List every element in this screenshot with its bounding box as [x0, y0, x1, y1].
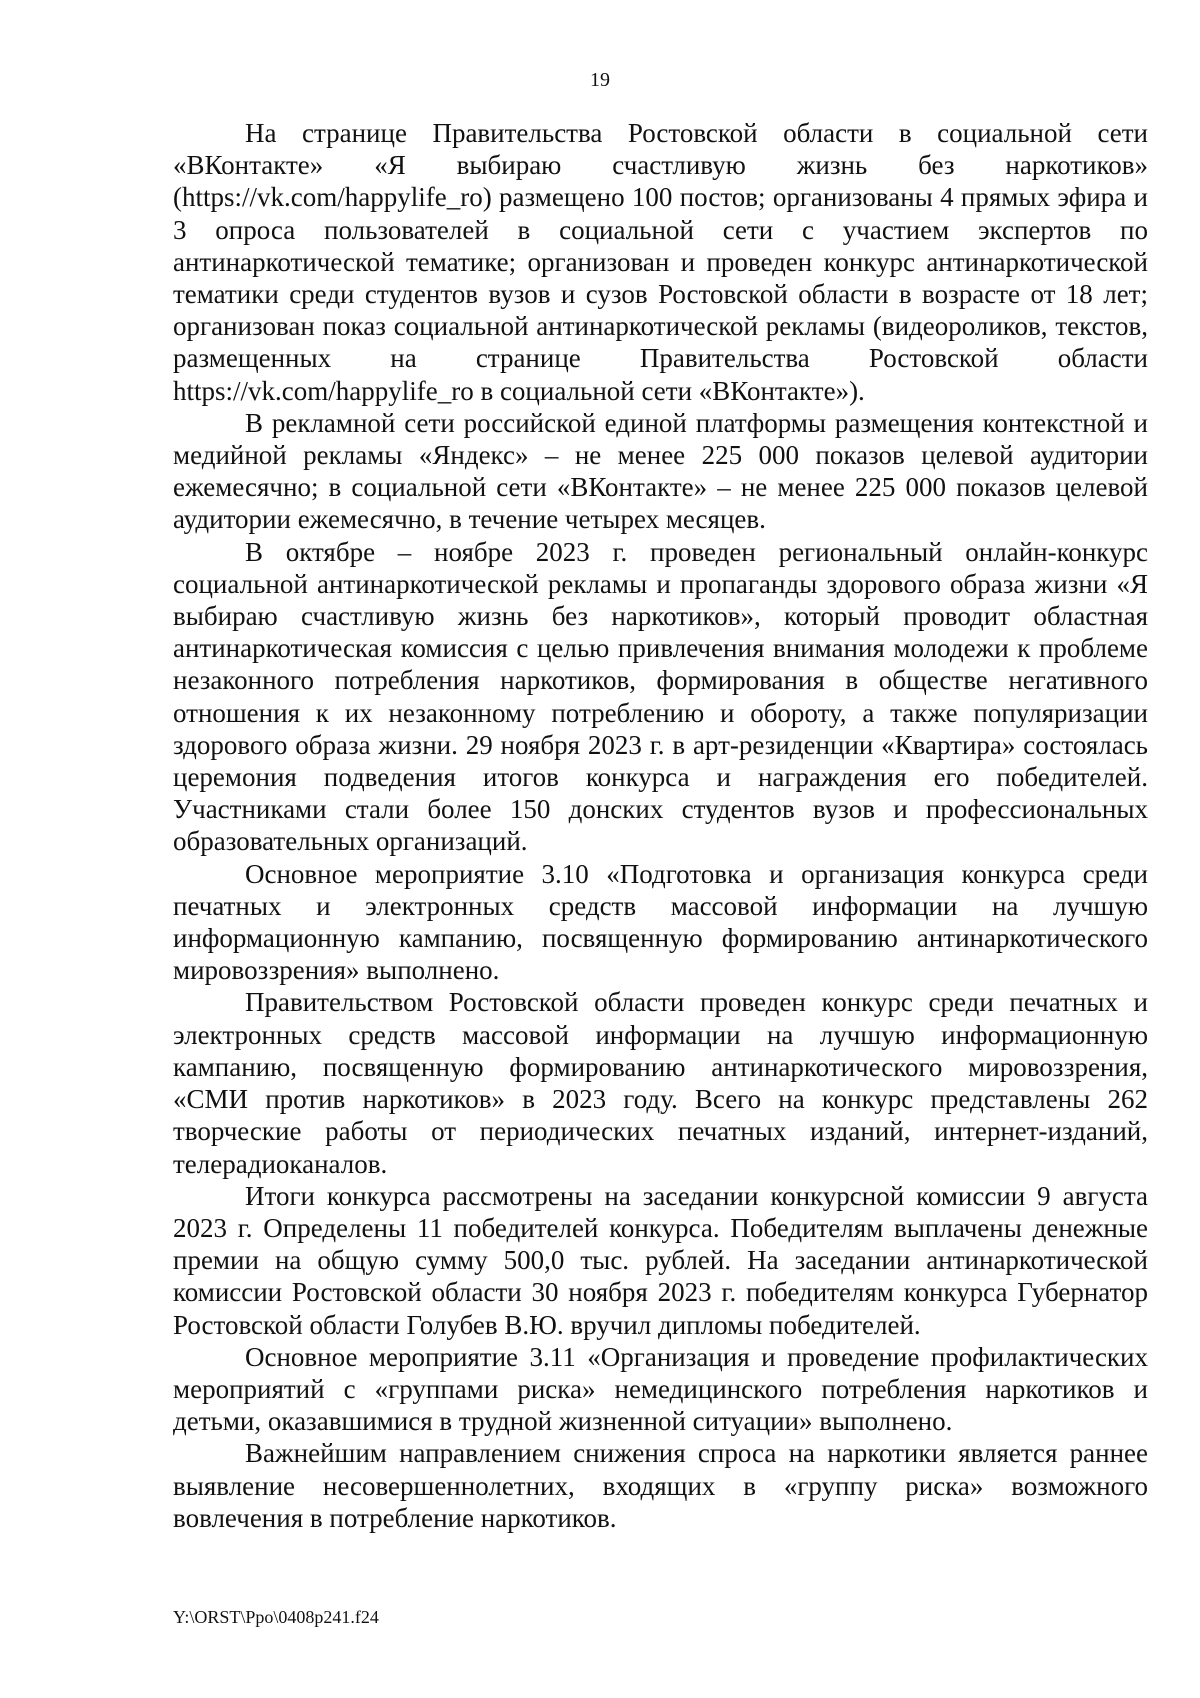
footer-file-path: Y:\ORST\Ppo\0408p241.f24 — [173, 1607, 379, 1627]
paragraph-yandex-advertising: В рекламной сети российской единой платформы размещения контекстной и медийной рекламы «Яндекс» – не менее 225 000 показов целевой аудитории ежемесячно; в социальной сети «ВКонтакте» – не менее 225 000 показов целевой аудитории ежемесячно, в течение четырех месяцев. — [173, 407, 1148, 535]
paragraph-media-contest: Правительством Ростовской области проведен конкурс среди печатных и электронных средств массовой информации на лучшую информационную кампанию, посвященную формированию антинаркотического мировоззрения, «СМИ против наркотиков» в 2023 году. Всего на конкурс представлены 262 творческие работы от периодических печатных изданий, интернет-изданий, телерадиоканалов. — [173, 987, 1148, 1179]
paragraph-measure-3-10: Основное мероприятие 3.10 «Подготовка и организация конкурса среди печатных и электронных средств массовой информации на лучшую информационную кампанию, посвященную формированию антинаркотического мировоззрения» выполнено. — [173, 858, 1148, 986]
paragraph-vk-page-activity: На странице Правительства Ростовской области в социальной сети «ВКонтакте» «Я выбираю счастливую жизнь без наркотиков» (https://vk.com/happylife_ro) размещено 100 постов; организованы 4 прямых эфира и 3 опроса пользователей в социальной сети с участием экспертов по антинаркотической тематике; организован и проведен конкурс антинаркотической тематики среди студентов вузов и сузов Ростовской области в возрасте от 18 лет; организован показ социальной антинаркотической рекламы (видеороликов, текстов, размещенных на странице Правительства Ростовской области https://vk.com/happylife_ro в социальной сети «ВКонтакте»). — [173, 118, 1148, 406]
paragraph-measure-3-11: Основное мероприятие 3.11 «Организация и проведение профилактических мероприятий с «группами риска» немедицинского потребления наркотиков и детьми, оказавшимися в трудной жизненной ситуации» выполнено. — [173, 1341, 1148, 1437]
paragraph-early-detection: Важнейшим направлением снижения спроса на наркотики является раннее выявление несовершеннолетних, входящих в «группу риска» возможного вовлечения в потребление наркотиков. — [173, 1438, 1148, 1533]
document-body — [173, 117, 1148, 1534]
page-number: 19 — [590, 69, 610, 91]
paragraph-contest-results: Итоги конкурса рассмотрены на заседании конкурсной комиссии 9 августа 2023 г. Определены 11 победителей конкурса. Победителям выплачены денежные премии на общую сумму 500,0 тыс. рублей. На заседании антинаркотической комиссии Ростовской области 30 ноября 2023 г. победителям конкурса Губернатор Ростовской области Голубев В.Ю. вручил дипломы победителей. — [173, 1180, 1148, 1340]
paragraph-online-contest: В октябре – ноябре 2023 г. проведен региональный онлайн-конкурс социальной антинаркотической рекламы и пропаганды здорового образа жизни «Я выбираю счастливую жизнь без наркотиков», который проводит областная антинаркотическая комиссия с целью привлечения внимания молодежи к проблеме незаконного потребления наркотиков, формирования в обществе негативного отношения к их незаконному потреблению и обороту, а также популяризации здорового образа жизни. 29 ноября 2023 г. в арт-резиденции «Квартира» состоялась церемония подведения итогов конкурса и награждения его победителей. Участниками стали более 150 донских студентов вузов и профессиональных образовательных организаций. — [173, 536, 1148, 857]
